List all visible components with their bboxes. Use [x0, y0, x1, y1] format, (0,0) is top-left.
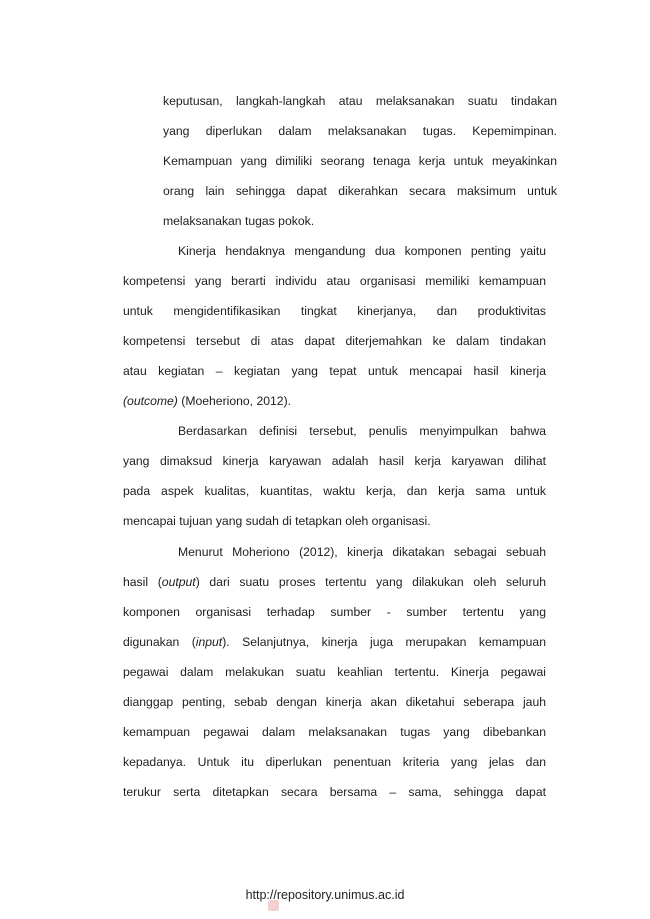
- italic-term: output: [161, 575, 196, 589]
- italic-term: input: [195, 635, 223, 649]
- text-line: kompetensi yang berarti individu atau organisasi memiliki kemampuan: [123, 274, 546, 288]
- text-line: atau kegiatan – kegiatan yang tepat untuk mencapai hasil kinerja: [123, 364, 546, 378]
- text-line: komponen organisasi terhadap sumber - sumber tertentu yang: [123, 605, 546, 619]
- text-line: melaksanakan tugas pokok.: [163, 214, 315, 228]
- text-line: terukur serta ditetapkan secara bersama – sama, sehingga dapat: [123, 785, 546, 799]
- text-line: yang dimaksud kinerja karyawan adalah hasil kerja karyawan dilihat: [123, 454, 546, 468]
- paragraph-first-line: Berdasarkan definisi tersebut, penulis menyimpulkan bahwa: [178, 424, 546, 438]
- text-line: kompetensi tersebut di atas dapat diterjemahkan ke dalam tindakan: [123, 334, 546, 348]
- citation: (Moeheriono, 2012).: [177, 394, 292, 408]
- text-line: dianggap penting, sebab dengan kinerja akan diketahui seberapa jauh: [123, 695, 546, 709]
- text-line: [123, 634, 546, 650]
- text-fragment: digunakan (: [123, 635, 196, 649]
- text-line: kepadanya. Untuk itu diperlukan penentuan kriteria yang jelas dan: [123, 755, 546, 769]
- text-line: [123, 393, 546, 409]
- paragraph-first-line: Menurut Moheriono (2012), kinerja dikatakan sebagai sebuah: [178, 545, 546, 559]
- text-line: yang diperlukan dalam melaksanakan tugas. Kepemimpinan.: [163, 124, 557, 138]
- text-line: pada aspek kualitas, kuantitas, waktu kerja, dan kerja sama untuk: [123, 484, 546, 498]
- paragraph-first-line: Kinerja hendaknya mengandung dua komponen penting yaitu: [178, 244, 546, 258]
- text-line: [123, 574, 546, 590]
- text-line: keputusan, langkah-langkah atau melaksanakan suatu tindakan: [163, 94, 557, 108]
- text-line: Kemampuan yang dimiliki seorang tenaga kerja untuk meyakinkan: [163, 154, 557, 168]
- text-line: kemampuan pegawai dalam melaksanakan tugas yang dibebankan: [123, 725, 546, 739]
- footer-url[interactable]: http://repository.unimus.ac.id: [245, 888, 405, 902]
- text-line: mencapai tujuan yang sudah di tetapkan oleh organisasi.: [123, 514, 431, 528]
- italic-term: (outcome): [123, 394, 178, 408]
- text-line: pegawai dalam melakukan suatu keahlian tertentu. Kinerja pegawai: [123, 665, 546, 679]
- text-fragment: ) dari suatu proses tertentu yang dilakukan oleh seluruh: [195, 575, 546, 589]
- text-line: untuk mengidentifikasikan tingkat kinerjanya, dan produktivitas: [123, 304, 546, 318]
- text-line: orang lain sehingga dapat dikerahkan secara maksimum untuk: [163, 184, 557, 198]
- text-fragment: ). Selanjutnya, kinerja juga merupakan kemampuan: [222, 635, 546, 649]
- text-fragment: hasil (: [123, 575, 162, 589]
